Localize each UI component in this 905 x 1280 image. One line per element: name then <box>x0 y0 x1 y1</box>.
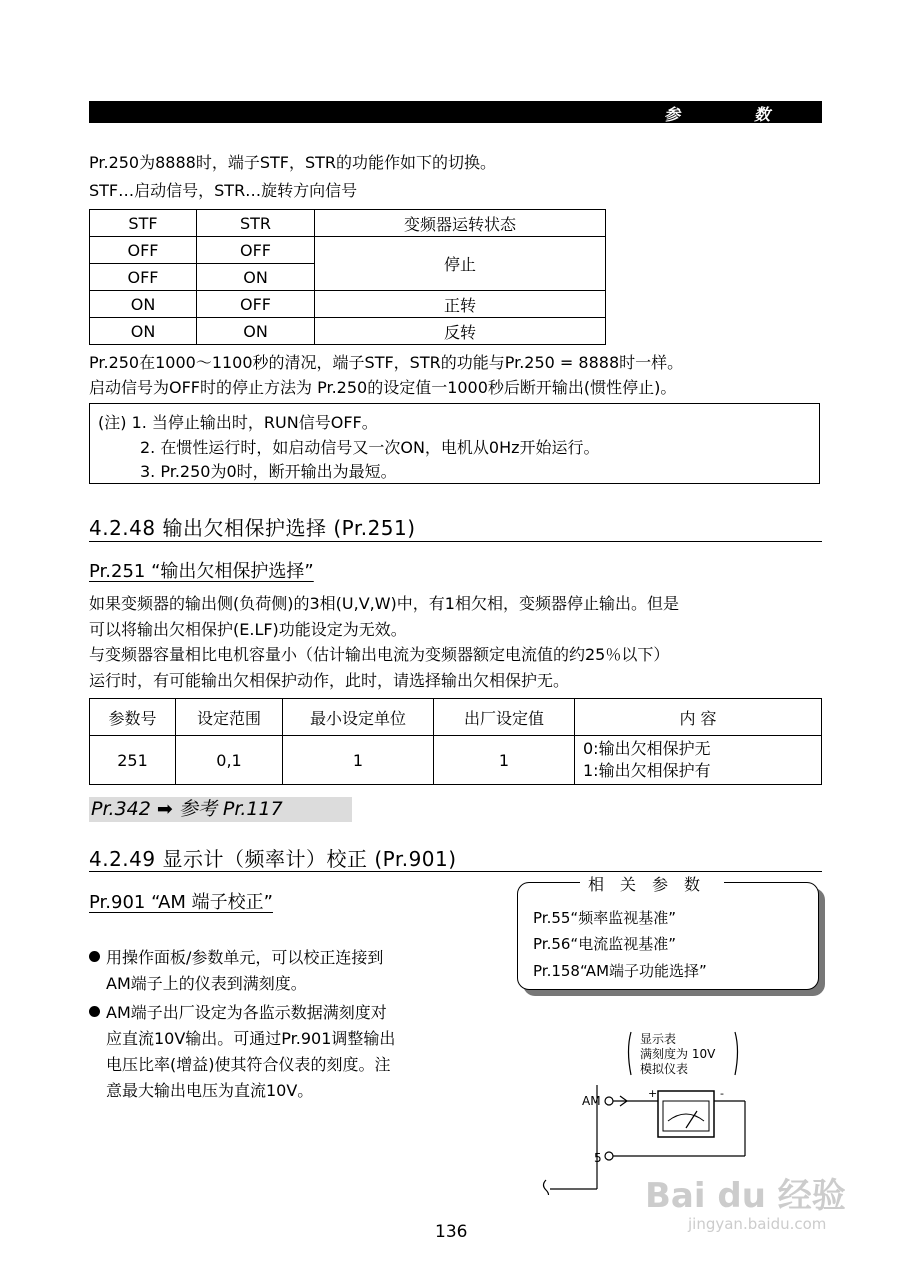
table-header: 出厂设定值 <box>434 699 575 736</box>
bullet-dot-icon <box>89 1006 100 1017</box>
body-paragraph: 如果变频器的输出侧(负荷侧)的3相(U,V,W)中，有1相欠相，变频器停止输出。但是 <box>89 594 679 613</box>
bullet-item: 用操作面板/参数单元，可以校正连接到 AM端子上的仪表到满刻度。 <box>89 945 471 997</box>
meter-label: 显示表 <box>640 1032 677 1046</box>
meter-label: 满刻度为 10V <box>640 1047 716 1061</box>
table-cell: ON <box>197 264 315 291</box>
table-cell: OFF <box>197 237 315 264</box>
body-paragraph: 与变频器容量相比电机容量小（估计输出电流为变频器额定电流值的约25％以下） <box>89 645 670 664</box>
reference-banner: Pr.342 ➡ 参考 Pr.117 <box>89 797 352 822</box>
content-line: 0:输出欠相保护无 <box>583 739 711 758</box>
note-box <box>89 403 820 484</box>
plus-label: + <box>648 1087 658 1100</box>
content-line: 1:输出欠相保护有 <box>583 761 711 780</box>
after-table-line-1: Pr.250在1000～1100秒的清况，端子STF，STR的功能与Pr.250 = 8888时一样。 <box>89 353 684 372</box>
related-item: Pr.158“AM端子功能选择” <box>533 962 707 980</box>
table-header: 变频器运转状态 <box>315 210 606 237</box>
minus-label: - <box>720 1087 724 1100</box>
intro-line-2: STF…启动信号，STR…旋转方向信号 <box>89 181 358 200</box>
table-header: STF <box>90 210 197 237</box>
table-cell: OFF <box>90 237 197 264</box>
watermark-url: jingyan.baidu.com <box>688 1215 827 1233</box>
terminal-5-label: 5 <box>594 1151 602 1165</box>
bullet-item: AM端子出厂设定为各监示数据满刻度对 应直流10V输出。可通过Pr.901调整输出 电压比率(增益)使其符合仪表的刻度。注 意最大输出电压为直流10V。 <box>89 1000 471 1104</box>
chapter-header-label: 参 数 <box>663 105 770 124</box>
table-cell: 反转 <box>315 318 606 345</box>
after-table-line-2: 启动信号为OFF时的停止方法为 Pr.250的设定值一1000秒后断开输出(惯性停止)。 <box>89 378 677 397</box>
intro-line-1: Pr.250为8888时，端子STF，STR的功能作如下的切换。 <box>89 153 497 172</box>
am-terminal <box>605 1097 613 1105</box>
related-item: Pr.55“频率监视基准” <box>533 909 676 927</box>
table-cell: 0,1 <box>176 736 283 785</box>
parameter-subtitle: Pr.901 “AM 端子校正” <box>89 892 273 913</box>
table-row <box>90 237 606 264</box>
am-terminal-label: AM <box>582 1094 601 1108</box>
table-header: 最小设定单位 <box>283 699 434 736</box>
note-line-1: (注) 1. 当停止输出时，RUN信号OFF。 <box>98 413 378 432</box>
table-header: 参数号 <box>90 699 176 736</box>
table-cell <box>575 736 822 785</box>
chapter-header-bar <box>89 101 822 123</box>
note-line-2: 2. 在惯性运行时，如启动信号又一次ON，电机从0Hz开始运行。 <box>140 438 600 457</box>
table-header: STR <box>197 210 315 237</box>
table-cell: 1 <box>283 736 434 785</box>
table-cell: 正转 <box>315 291 606 318</box>
table-cell: ON <box>197 318 315 345</box>
table-cell: OFF <box>197 291 315 318</box>
table-cell: OFF <box>90 264 197 291</box>
section-divider <box>89 541 822 542</box>
body-paragraph: 运行时，有可能输出欠相保护动作，此时，请选择输出欠相保护无。 <box>89 671 570 690</box>
bullet-dot-icon <box>89 951 100 962</box>
section-title: 4.2.48 输出欠相保护选择 (Pr.251) <box>89 516 416 540</box>
table-cell: ON <box>90 318 197 345</box>
table-header: 设定范围 <box>176 699 283 736</box>
table-row <box>90 736 822 785</box>
table-cell: 停止 <box>315 237 606 291</box>
table-cell: 251 <box>90 736 176 785</box>
table-header: 内 容 <box>575 699 822 736</box>
table-header-row <box>90 210 606 237</box>
terminal-5 <box>605 1152 613 1160</box>
related-title: 相关参数 <box>580 872 724 895</box>
table-row <box>90 291 606 318</box>
page-number: 136 <box>435 1222 468 1242</box>
parameter-subtitle: Pr.251 “输出欠相保护选择” <box>89 561 314 582</box>
related-item: Pr.56“电流监视基准” <box>533 935 676 953</box>
watermark-logo: Bai du 经验 <box>645 1176 846 1216</box>
table-header-row <box>90 699 822 736</box>
parameter-table <box>89 698 822 785</box>
section-title: 4.2.49 显示计（频率计）校正 (Pr.901) <box>89 847 457 871</box>
table-cell: 1 <box>434 736 575 785</box>
table-cell: ON <box>90 291 197 318</box>
related-parameters-box <box>517 875 819 990</box>
body-paragraph: 可以将输出欠相保护(E.LF)功能设定为无效。 <box>89 620 407 639</box>
note-line-3: 3. Pr.250为0时，断开输出为最短。 <box>140 462 397 481</box>
terminal-state-table <box>89 209 606 345</box>
meter-label: 模拟仪表 <box>640 1062 689 1076</box>
table-row <box>90 318 606 345</box>
